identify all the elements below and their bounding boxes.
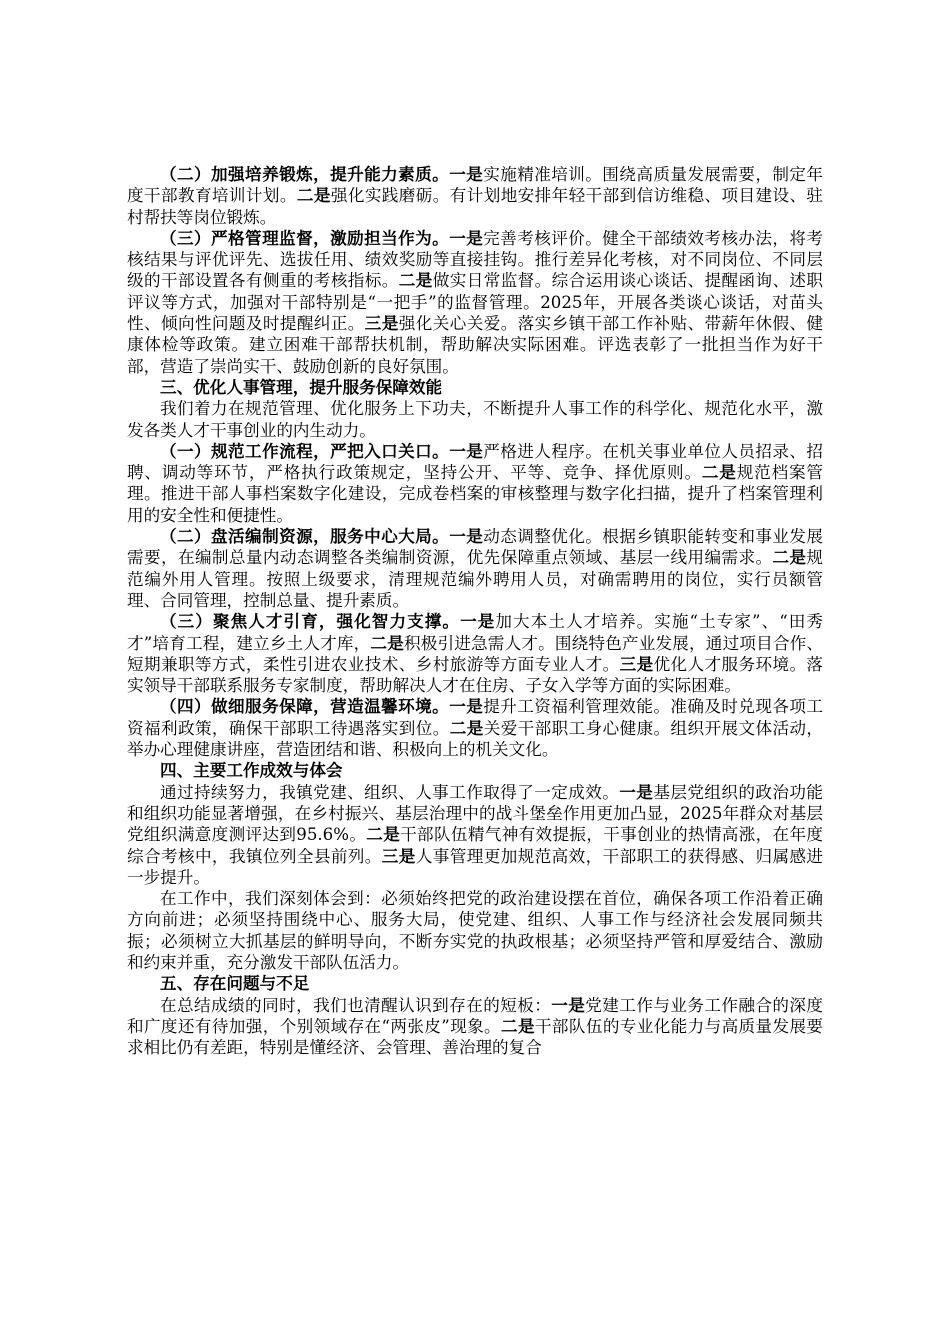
paragraph-text: 提升工资福利管理效能。准确及时兑现各项工资福利政策，确保干部职工待遇落实到位。 (127, 697, 824, 738)
document-page (127, 164, 823, 1058)
paragraph-text: 规范编外用人管理。按照上级要求，清理规范编外聘用人员，对确需聘用的岗位，实行员额管理、合同管理，控制总量、提升素质。 (127, 548, 824, 610)
enum-marker: 三是 (381, 845, 416, 866)
paragraph-text: 严格进人程序。在机关事业单位人员招录、招聘、调动等环节，严格执行政策规定，坚持公开、平等、竞争、择优原则。 (127, 441, 824, 483)
chapter-heading-3: 三、优化人事管理，提升服务保障效能 (160, 376, 443, 397)
paragraph-text: 干部队伍的专业化能力与高质量发展要求相比仍有差距，特别是懂经济、会管理、善治理的复合 (127, 1016, 824, 1058)
enum-marker: 二是 (366, 824, 401, 845)
enum-marker: 一是 (449, 526, 484, 547)
paragraph-text: 强化实践磨砺。有计划地安排年轻干部到信访维稳、项目建设、驻村帮扶等岗位锻炼。 (127, 186, 824, 227)
paragraph-intro-hr: 我们着力在规范管理、优化服务上下功夫，不断提升人事工作的科学化、规范化水平，激发各类人才干事创业的内生动力。 (127, 399, 823, 440)
enum-marker: 一是 (619, 781, 654, 802)
paragraph-text: 强化关心关爱。落实乡镇干部工作补贴、带薪年休假、健康体检等政策。建立困难干部帮扶机制，帮助解决实际困难。评选表彰了一批担当作为好干部，营造了崇尚实干、鼓励创新的良好氛围。 (127, 314, 824, 376)
paragraph-text: 加大本土人才培养。实施“土专家”、“田秀才”培育工程，建立乡土人才库， (127, 612, 824, 653)
enum-marker: 一是 (449, 696, 484, 717)
paragraph-lessons: 在工作中，我们深刻体会到：必须始终把党的政治建设摆在首位，确保各项工作沿着正确方向前进；必须坚持围绕中心、服务大局，使党建、组织、人事工作与经济社会发展同频共振；必须树立大抓基层的鲜明导向，不断夯实党的执政根基；必须坚持严管和厚爱结合、激励和约束并重，充分激发干部队伍活力。 (127, 889, 823, 972)
section-heading: （一）规范工作流程，严把入口关口。 (160, 440, 450, 461)
enum-marker: 一是 (460, 611, 496, 632)
paragraph-results (127, 782, 823, 888)
paragraph-text: 在总结成绩的同时，我们也清醒认识到存在的短板： (160, 995, 552, 1015)
enum-marker: 二是 (398, 270, 433, 291)
enum-marker: 二是 (449, 717, 484, 738)
paragraph-problems (127, 995, 823, 1059)
paragraph-service (127, 696, 823, 760)
enum-marker: 二是 (370, 632, 404, 653)
paragraph-workflow (127, 441, 823, 526)
enum-marker: 一是 (551, 994, 586, 1015)
section-heading: （二）加强培养锻炼，提升能力素质。 (160, 164, 450, 184)
paragraph-text: 通过持续努力，我镇党建、组织、人事工作取得了一定成效。 (160, 782, 620, 802)
paragraph-text: 优化人才服务环境。落实领导干部联系服务专家制度，帮助解决人才在住房、子女入学等方面的实际困难。 (127, 654, 824, 696)
paragraph-text: 基层党组织的政治功能和组织功能显著增强，在乡村振兴、基层治理中的战斗堡垒作用更加凸显，2025年群众对基层党组织满意度测评达到95.6%。 (127, 782, 824, 845)
enum-marker: 三是 (619, 653, 654, 674)
enum-marker: 一是 (449, 440, 484, 461)
section-heading: （二）盘活编制资源，服务中心大局。 (160, 526, 450, 547)
paragraph-training (127, 164, 823, 228)
paragraph-text: 人事管理更加规范高效，干部职工的获得感、归属感进一步提升。 (127, 846, 824, 887)
paragraph-text: 积极引进急需人才。围绕特色产业发展，通过项目合作、短期兼职等方式，柔性引进农业技术、乡村旅游等方面专业人才。 (127, 633, 824, 674)
section-heading: （三）严格管理监督，激励担当作为。 (160, 227, 450, 248)
paragraph-text: 动态调整优化。根据乡镇职能转变和事业发展需要，在编制总量内动态调整各类编制资源，优先保障重点领域、基层一线用编需求。 (127, 527, 824, 568)
paragraph-text: 规范档案管理。推进干部人事档案数字化建设，完成卷档案的审核整理与数字化扫描，提升了档案管理利用的安全性和便捷性。 (127, 463, 824, 525)
paragraph-text: 关爱干部职工身心健康。组织开展文体活动，举办心理健康讲座，营造团结和谐、积极向上的机关文化。 (127, 718, 824, 760)
enum-marker: 三是 (364, 313, 399, 334)
paragraph-text: 干部队伍精气神有效提振，干事创业的热情高涨，在年度综合考核中，我镇位列全县前列。 (127, 825, 824, 866)
paragraph-text: 做实日常监督。综合运用谈心谈话、提醒函询、述职评议等方式，加强对干部特别是“一把手”的监督管理。2025年，开展各类谈心谈话，对苗头性、倾向性问题及时提醒纠正。 (127, 271, 824, 334)
paragraph-staffing (127, 526, 823, 611)
enum-marker: 二是 (501, 1015, 535, 1036)
enum-marker: 一是 (449, 164, 484, 184)
paragraph-text: 党建工作与业务工作融合的深度和广度还有待加强，个别领域存在“两张皮”现象。 (127, 995, 824, 1036)
section-heading: （三）聚焦人才引育，强化智力支撑。 (160, 611, 461, 632)
enum-marker: 二是 (701, 462, 737, 483)
enum-marker: 二是 (296, 185, 331, 206)
paragraph-supervision (127, 228, 823, 377)
paragraph-text: 完善考核评价。健全干部绩效考核办法，将考核结果与评优评先、选拔任用、绩效奖励等直接挂钩。推行差异化考核，对不同岗位、不同层级的干部设置各有侧重的考核指标。 (127, 228, 824, 291)
paragraph-talent (127, 611, 823, 696)
enum-marker: 二是 (772, 547, 807, 568)
chapter-heading-4: 四、主要工作成效与体会 (160, 760, 343, 781)
enum-marker: 一是 (449, 227, 484, 248)
section-heading: （四）做细服务保障，营造温馨环境。 (160, 696, 450, 717)
chapter-heading-5: 五、存在问题与不足 (160, 973, 310, 994)
paragraph-text: 实施精准培训。围绕高质量发展需要，制定年度干部教育培训计划。 (127, 165, 824, 206)
